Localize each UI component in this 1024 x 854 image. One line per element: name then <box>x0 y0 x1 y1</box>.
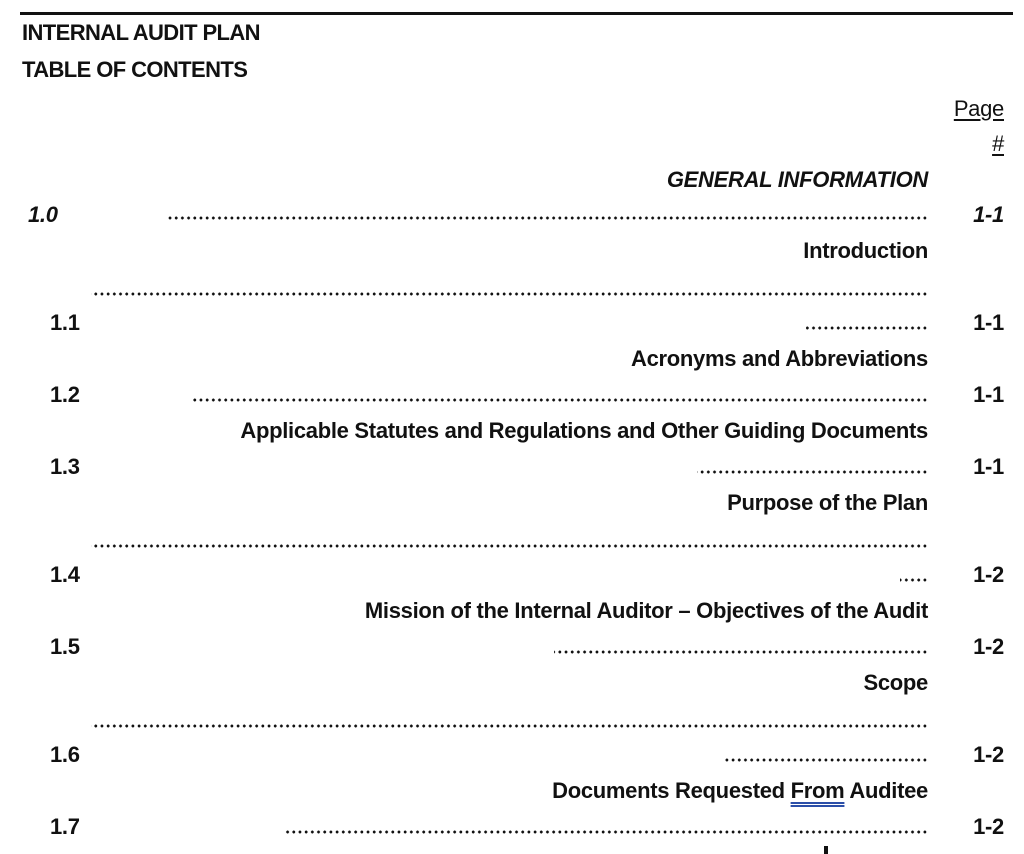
page-number-symbol-header: # <box>992 131 1004 156</box>
document-title: INTERNAL AUDIT PLAN <box>22 20 260 45</box>
dot-leader <box>192 398 928 402</box>
dot-leader <box>806 326 928 330</box>
toc-entry-number: 1.3 <box>50 454 80 479</box>
cut-off-text-fragment <box>824 846 828 854</box>
toc-entry-number: 1.7 <box>50 814 80 839</box>
dot-leader <box>554 650 928 654</box>
toc-entry-page: 1-1 <box>973 310 1004 335</box>
toc-entry-number: 1.5 <box>50 634 80 659</box>
toc-entry-title: Applicable Statutes and Regulations and Other Guiding Documents <box>240 418 928 443</box>
toc-entry-title: Scope <box>863 670 928 695</box>
toc-entry-number: 1.4 <box>50 562 80 587</box>
toc-entry-page: 1-2 <box>973 562 1004 587</box>
title-part: Documents Requested <box>552 778 791 803</box>
page-column-header: Page <box>953 96 1004 121</box>
toc-entry-number: 1.6 <box>50 742 80 767</box>
toc-section-page: 1-1 <box>973 202 1004 227</box>
dot-leader <box>167 216 928 220</box>
dot-leader <box>91 544 928 548</box>
dot-leader <box>723 758 928 762</box>
toc-entry-page: 1-2 <box>973 814 1004 839</box>
dot-leader <box>91 292 928 296</box>
dot-leader <box>91 724 928 728</box>
dot-leader <box>900 578 928 582</box>
toc-entry-title: Introduction <box>803 238 928 263</box>
dot-leader <box>285 830 928 834</box>
dot-leader <box>697 470 928 474</box>
toc-entry-number: 1.2 <box>50 382 80 407</box>
toc-entry-title <box>552 778 928 804</box>
toc-entry-page: 1-2 <box>973 742 1004 767</box>
toc-section-number: 1.0 <box>28 202 58 227</box>
toc-heading: TABLE OF CONTENTS <box>22 57 248 82</box>
toc-entry-title: Purpose of the Plan <box>727 490 928 515</box>
toc-entry-page: 1-1 <box>973 454 1004 479</box>
toc-entry-page: 1-1 <box>973 382 1004 407</box>
toc-entry-title: Acronyms and Abbreviations <box>630 346 928 371</box>
toc-entry-page: 1-2 <box>973 634 1004 659</box>
toc-entry-title: Mission of the Internal Auditor – Objectives of the Audit <box>364 598 928 623</box>
title-part: Auditee <box>844 778 928 803</box>
toc-entry-number: 1.1 <box>50 310 80 335</box>
top-rule <box>20 12 1013 15</box>
grammar-flagged-word[interactable]: From <box>790 778 845 803</box>
toc-section-title: GENERAL INFORMATION <box>666 167 928 192</box>
